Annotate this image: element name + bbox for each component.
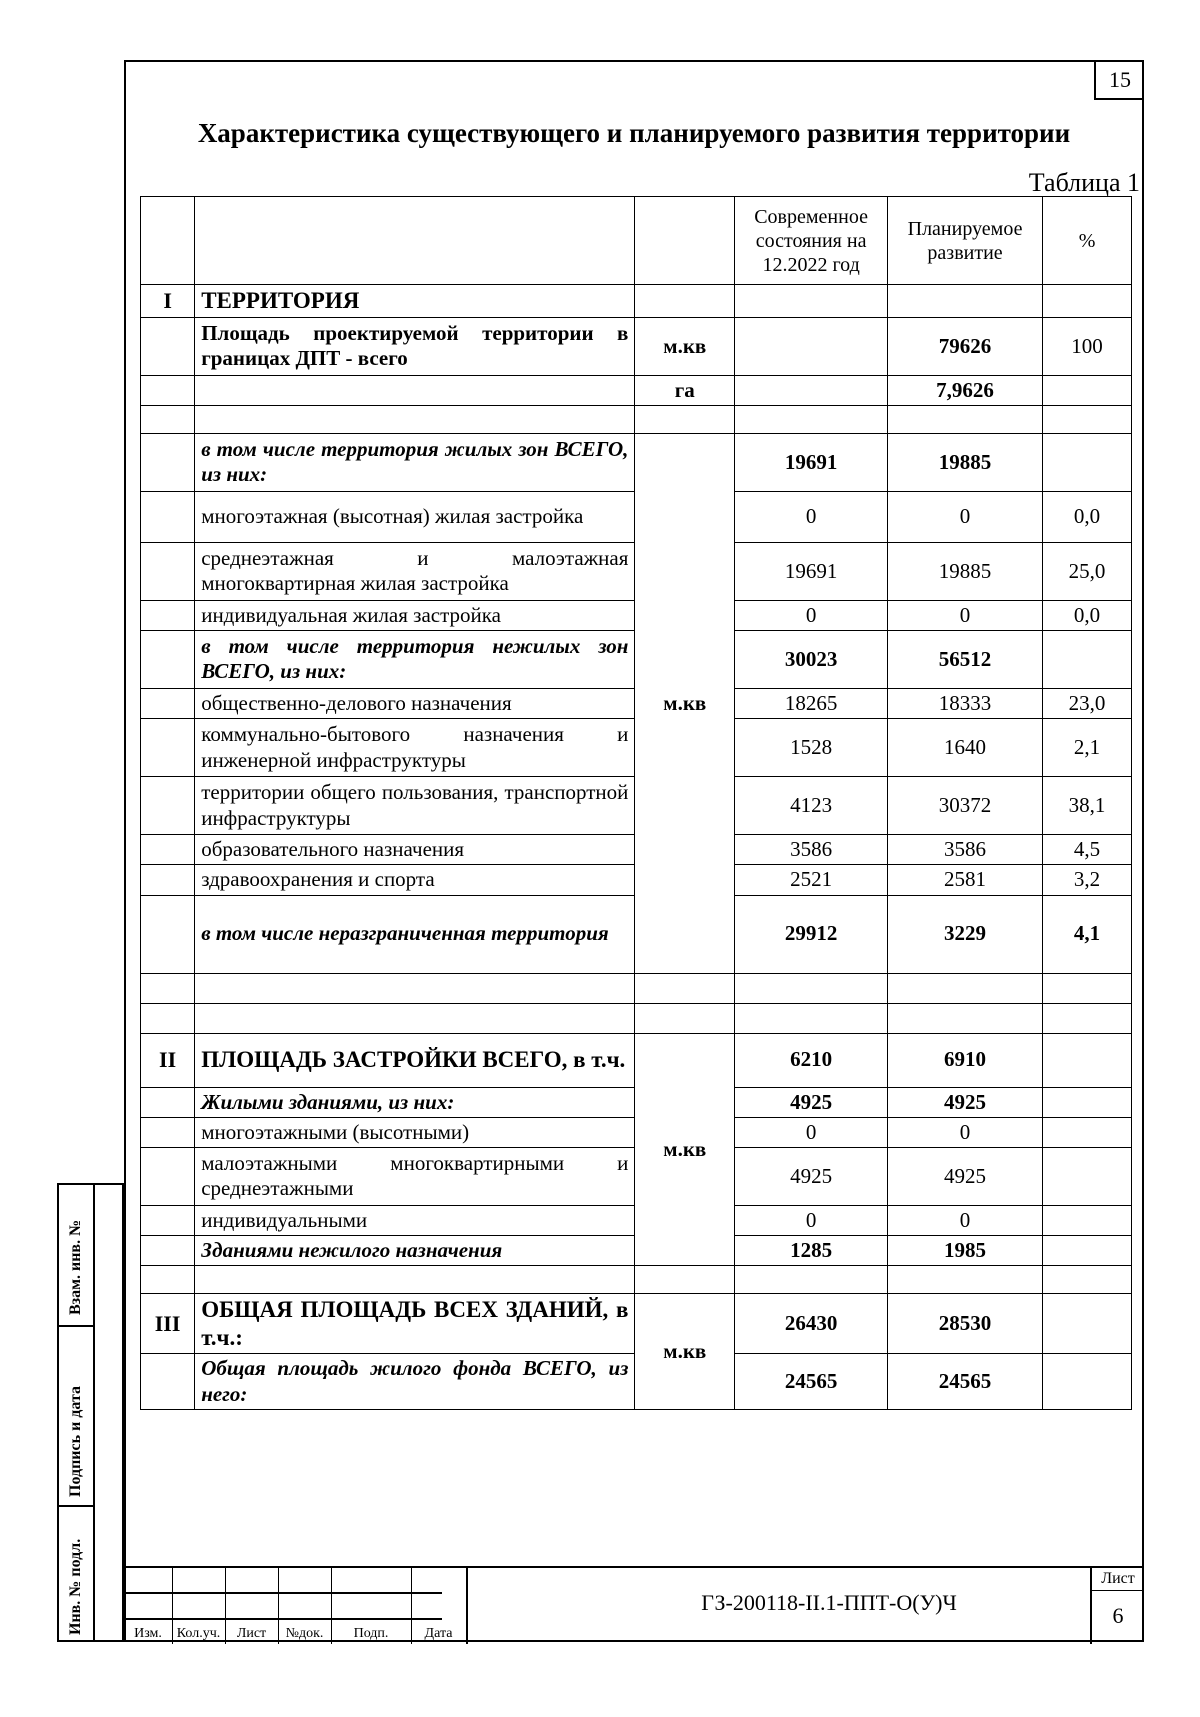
section-title: ТЕРРИТОРИЯ — [195, 285, 635, 318]
row-name: здравоохранения и спорта — [195, 865, 635, 895]
side-cell — [59, 1325, 95, 1507]
territory-table — [140, 196, 1132, 1410]
row-planned: 28530 — [888, 1294, 1043, 1354]
table-row — [141, 1266, 1132, 1294]
stamp-label: №док. — [285, 1626, 324, 1641]
row-name: Общая площадь жилого фонда ВСЕГО, из него: — [195, 1354, 635, 1409]
row-name: индивидуальными — [195, 1205, 635, 1235]
title-block — [124, 1566, 1144, 1642]
row-current: 19691 — [735, 433, 888, 491]
row-name: малоэтажными многоквартирными и среднеэтажными — [195, 1147, 635, 1205]
row-current: 0 — [735, 491, 888, 542]
row-current: 4925 — [735, 1147, 888, 1205]
row-planned: 2581 — [888, 865, 1043, 895]
side-stamp-label: Подпись и дата — [67, 1385, 84, 1497]
header-current: Современное состояния на 12.2022 год — [735, 197, 888, 285]
stamp-label: Кол.уч. — [176, 1626, 221, 1641]
row-planned: 4925 — [888, 1147, 1043, 1205]
row-percent: 4,5 — [1043, 835, 1132, 865]
page-number: 15 — [1094, 60, 1144, 100]
row-planned: 18333 — [888, 688, 1043, 718]
row-current: 6210 — [735, 1033, 888, 1087]
page-title: Характеристика существующего и планируемого развития территории — [197, 118, 1071, 148]
row-planned: 79626 — [888, 317, 1043, 375]
table-row — [141, 1003, 1132, 1033]
row-current: 3586 — [735, 835, 888, 865]
row-current: 1285 — [735, 1236, 888, 1266]
table-row — [141, 375, 1132, 405]
row-current: 24565 — [735, 1354, 888, 1409]
row-unit: га — [635, 375, 735, 405]
row-name: общественно-делового назначения — [195, 688, 635, 718]
row-current: 19691 — [735, 542, 888, 600]
row-name: среднеэтажная и малоэтажная многоквартирная жилая застройка — [195, 542, 635, 600]
row-name: образовательного назначения — [195, 835, 635, 865]
row-current: 30023 — [735, 630, 888, 688]
section-number: III — [141, 1294, 195, 1354]
side-stamp — [57, 1183, 124, 1642]
side-cell — [59, 1505, 95, 1640]
row-percent: 38,1 — [1043, 777, 1132, 835]
header-planned: Планируемое развитие — [888, 197, 1043, 285]
side-stamp-label: Инв. № подл. — [67, 1538, 84, 1635]
section-title: ОБЩАЯ ПЛОЩАДЬ ВСЕХ ЗДАНИЙ, в т.ч.: — [195, 1294, 635, 1354]
row-name: многоэтажными (высотными) — [195, 1117, 635, 1147]
table-row — [141, 405, 1132, 433]
side-cell — [59, 1185, 95, 1327]
header-percent: % — [1043, 197, 1132, 285]
row-current: 1528 — [735, 719, 888, 777]
row-planned: 19885 — [888, 542, 1043, 600]
stamp-label: Лист — [236, 1626, 267, 1641]
row-percent: 4,1 — [1043, 895, 1132, 973]
sheet-number: 6 — [1112, 1603, 1124, 1628]
row-planned: 6910 — [888, 1033, 1043, 1087]
stamp-label: Дата — [424, 1626, 453, 1641]
row-current: 0 — [735, 1117, 888, 1147]
row-current: 0 — [735, 600, 888, 630]
sheet-label: Лист — [1092, 1568, 1144, 1591]
row-percent: 25,0 — [1043, 542, 1132, 600]
row-planned: 1985 — [888, 1236, 1043, 1266]
row-planned: 3586 — [888, 835, 1043, 865]
row-name: в том числе территория жилых зон ВСЕГО, из них: — [195, 433, 635, 491]
row-planned: 0 — [888, 491, 1043, 542]
stamp-label: Подп. — [353, 1626, 389, 1641]
row-percent: 3,2 — [1043, 865, 1132, 895]
row-percent: 2,1 — [1043, 719, 1132, 777]
row-planned: 0 — [888, 600, 1043, 630]
row-name: Зданиями нежилого назначения — [195, 1236, 635, 1266]
row-current: 2521 — [735, 865, 888, 895]
section-number: II — [141, 1033, 195, 1087]
stamp-label: Изм. — [134, 1626, 162, 1641]
row-name: коммунально-бытового назначения и инженерной инфраструктуры — [195, 719, 635, 777]
row-name: Жилыми зданиями, из них: — [195, 1087, 635, 1117]
row-planned: 0 — [888, 1117, 1043, 1147]
row-percent: 0,0 — [1043, 491, 1132, 542]
row-current: 4925 — [735, 1087, 888, 1117]
table-label: Таблица 1 — [1028, 168, 1140, 197]
table-row — [141, 285, 1132, 318]
row-planned: 19885 — [888, 433, 1043, 491]
row-planned: 4925 — [888, 1087, 1043, 1117]
row-unit: м.кв — [635, 433, 735, 973]
row-percent: 23,0 — [1043, 688, 1132, 718]
row-name: многоэтажная (высотная) жилая застройка — [195, 491, 635, 542]
row-name: в том числе неразграниченная территория — [195, 895, 635, 973]
row-planned: 56512 — [888, 630, 1043, 688]
row-current: 18265 — [735, 688, 888, 718]
row-unit: м.кв — [635, 1294, 735, 1410]
side-stamp-label: Взам. инв. № — [67, 1219, 84, 1315]
row-planned: 0 — [888, 1205, 1043, 1235]
row-percent: 100 — [1043, 317, 1132, 375]
row-current: 29912 — [735, 895, 888, 973]
row-unit: м.кв — [635, 317, 735, 375]
row-percent: 0,0 — [1043, 600, 1132, 630]
row-current: 26430 — [735, 1294, 888, 1354]
row-name: Площадь проектируемой территории в границах ДПТ - всего — [195, 317, 635, 375]
section-title: ПЛОЩАДЬ ЗАСТРОЙКИ ВСЕГО, в т.ч. — [195, 1033, 635, 1087]
row-name: в том числе территория нежилых зон ВСЕГО, из них: — [195, 630, 635, 688]
table-row — [141, 1033, 1132, 1087]
table-row — [141, 433, 1132, 491]
table-header-row — [141, 197, 1132, 285]
row-current: 0 — [735, 1205, 888, 1235]
table-row — [141, 317, 1132, 375]
row-unit: м.кв — [635, 1033, 735, 1266]
row-planned: 1640 — [888, 719, 1043, 777]
row-name: территории общего пользования, транспортной инфраструктуры — [195, 777, 635, 835]
table-row — [141, 973, 1132, 1003]
section-number: I — [141, 285, 195, 318]
row-name: индивидуальная жилая застройка — [195, 600, 635, 630]
row-planned: 3229 — [888, 895, 1043, 973]
row-planned: 7,9626 — [888, 375, 1043, 405]
document-code: ГЗ-200118-II.1-ППТ-О(У)Ч — [701, 1590, 957, 1615]
row-current: 4123 — [735, 777, 888, 835]
sheet-box — [1090, 1568, 1144, 1644]
row-planned: 30372 — [888, 777, 1043, 835]
row-planned: 24565 — [888, 1354, 1043, 1409]
table-row — [141, 1294, 1132, 1354]
